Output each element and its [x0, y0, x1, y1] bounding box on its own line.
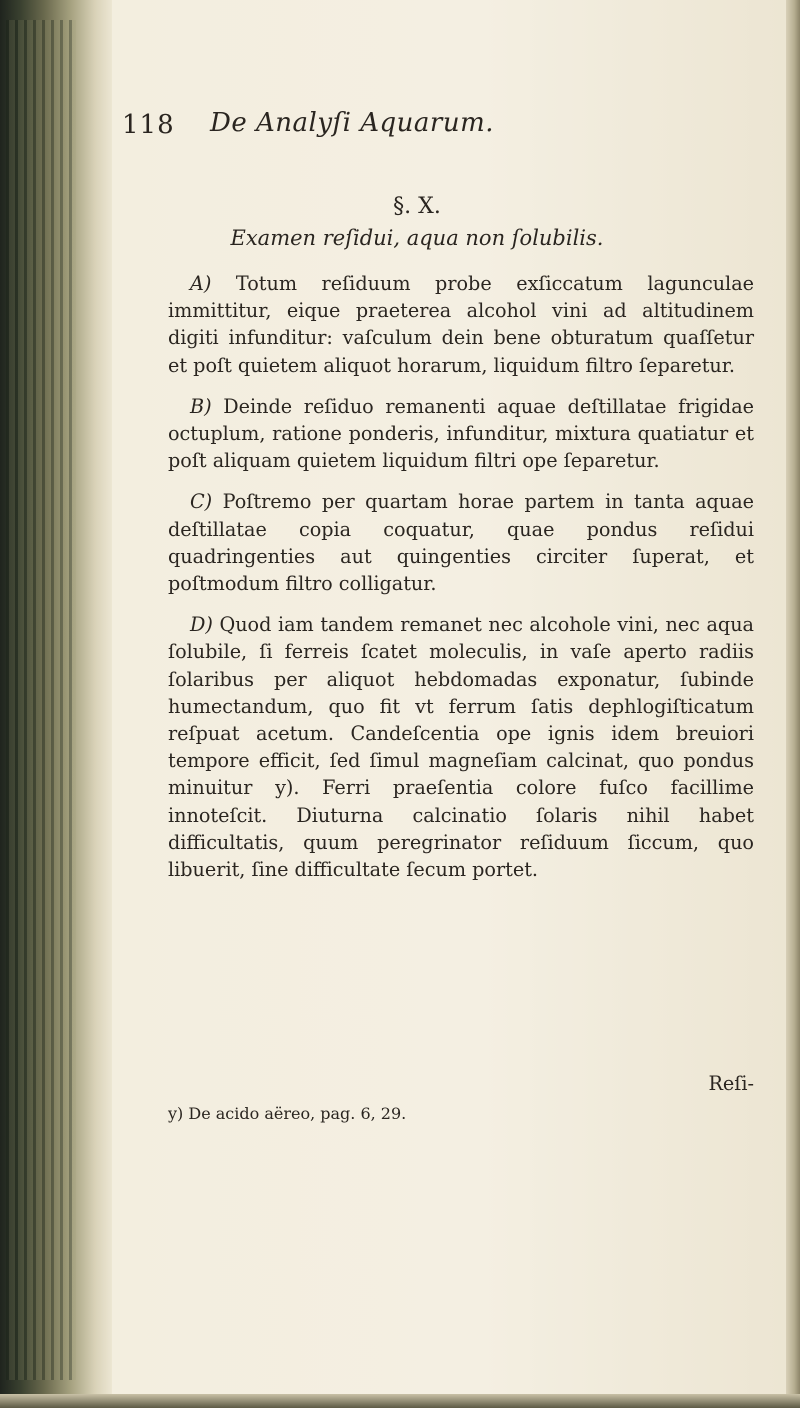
page-header — [122, 104, 742, 144]
paragraph-text: Poſtremo per quartam horae partem in tanta aquae deſtillatae copia coquatur, quae pondus reſidui quadringenties aut quingenties circiter ſuperat, et poſtmodum filtro colligatur. — [168, 490, 754, 596]
body-text — [168, 270, 754, 897]
paragraph-c — [168, 488, 754, 597]
paragraph-label: A) — [190, 272, 212, 295]
section-heading: Examen reſidui, aqua non ſolubilis. — [230, 226, 604, 250]
paragraph-d — [168, 611, 754, 883]
section-number: §. X. — [393, 194, 441, 219]
paragraph-label: D) — [190, 613, 213, 637]
gutter-shadow — [6, 20, 76, 1380]
paragraph-text: Deinde reſiduo remanenti aquae deſtillatae frigidae octuplum, ratione ponderis, infunditur, mixtura quatiatur et poſt aliquam quietem liquidum filtri ope ſeparetur. — [168, 394, 754, 473]
paragraph-label: B) — [190, 394, 212, 418]
footnote: y) De acido aëreo, pag. 6, 29. — [168, 1104, 407, 1123]
page-number: 118 — [122, 110, 175, 140]
paragraph-text: Totum reſiduum probe exſiccatum lagunculae immittitur, eique praeterea alcohol vini ad altitudinem digiti infunditur: vaſculum dein bene obturatum quaſſetur et poſt quietem aliquot horarum, liquidum filtro ſeparetur. — [168, 272, 754, 377]
paragraph-label: C) — [190, 490, 213, 514]
paragraph-text: Quod iam tandem remanet nec alcohole vini, nec aqua ſolubile, ſi ferreis ſcatet moleculis, in vaſe aperto radiis ſolaribus per aliquot hebdomadas exponatur, ſubinde humectandum, quo fit vt ferrum ſatis dephlogiſticatum reſpuat acetum. Candeſcentia ope ignis idem breuiori tempore efficit, ſed ſimul magneſiam calcinat, quo pondus minuitur y). Ferri praeſentia colore fuſco facillime innoteſcit. Diuturna calcinatio ſolaris nihil habet difficultatis, quum peregrinator reſiduum ſiccum, quo libuerit, ſine difficultate ſecum portet. — [168, 613, 754, 882]
paragraph-b — [168, 393, 754, 475]
running-title: De Analyſi Aquarum. — [210, 108, 494, 138]
catchword: Reſi- — [708, 1072, 754, 1095]
page-bottom-edge — [0, 1394, 800, 1408]
paragraph-a — [168, 270, 754, 379]
